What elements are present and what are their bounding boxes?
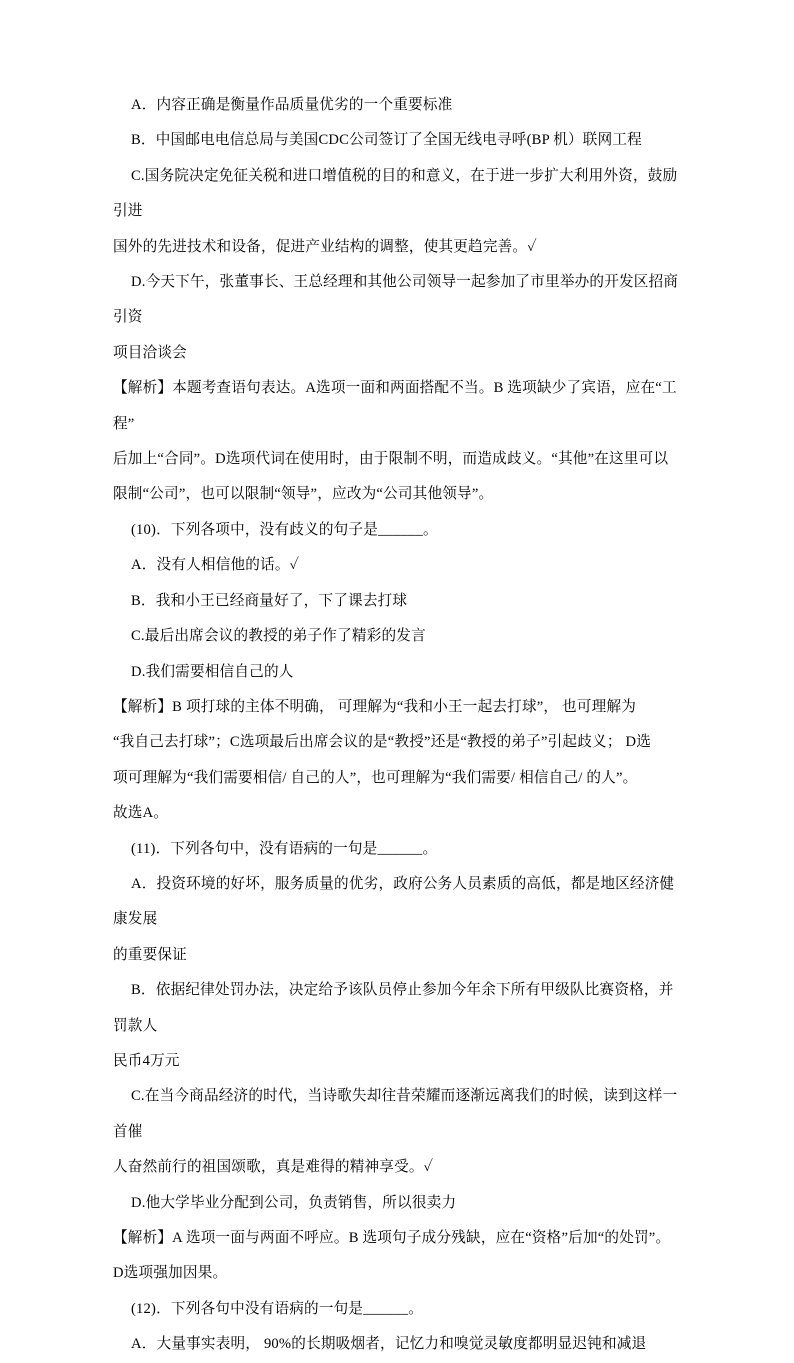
text-line-q12-stem: (12)．下列各句中没有语病的一句是______。 [131,1300,424,1317]
text-line-q10-optC: C.最后出席会议的教授的弟子作了精彩的发言 [131,628,426,645]
text-line-q10-analysis-3: 项可理解为“我们需要相信/ 自己的人”，也可理解为“我们需要/ 相信自己/ 的人”。 [113,769,638,786]
text-line-q10-optA: A．没有人相信他的话。✓ [131,557,300,574]
text-line-q11-stem: (11)．下列各句中，没有语病的一句是______。 [131,840,438,857]
text-line-q11-optC-2: 人奋然前行的祖国颂歌，真是难得的精神享受。✓ [113,1159,434,1176]
text-line-q11-optD: D.他大学毕业分配到公司，负责销售，所以很卖力 [131,1194,457,1211]
text-line-q12-optA: A．大量事实表明， 90%的长期吸烟者，记忆力和嗅觉灵敏度都明显迟钝和减退 [131,1336,647,1353]
text-line-q9-optB: B．中国邮电电信总局与美国CDC公司签订了全国无线电寻呼(BP 机）联网工程 [131,132,642,149]
text-line-q9-optC-2: 国外的先进技术和设备，促进产业结构的调整，使其更趋完善。✓ [113,238,537,255]
text-line-q10-stem: (10)．下列各项中，没有歧义的句子是______。 [131,521,438,538]
text-line-q10-analysis-1: 【解析】B 项打球的主体不明确， 可理解为“我和小王一起去打球”， 也可理解为 [113,698,637,715]
text-line-q10-analysis-2: “我自己去打球”；C选项最后出席会议的是“教授”还是“教授的弟子”引起歧义； D选 [113,734,651,751]
text-line-q11-optA-2: 的重要保证 [113,946,187,963]
text-line-q10-analysis-4: 故选A。 [113,805,169,822]
text-line-q9-optD: D.今天下午，张董事长、王总经理和其他公司领导一起参加了市里举办的开发区招商引资 [113,274,679,326]
text-line-q10-optD: D.我们需要相信自己的人 [131,663,294,680]
text-line-q11-optA: A．投资环境的好坏，服务质量的优劣，政府公务人员素质的高低，都是地区经济健康发展 [113,875,675,928]
text-line-q9-optC: C.国务院决定免征关税和进口增值税的目的和意义，在于进一步扩大利用外资，鼓励引进 [113,167,678,220]
text-line-q11-analysis-2: D选项强加因果。 [113,1265,228,1282]
text-line-q11-optB: B．依据纪律处罚办法，决定给予该队员停止参加今年余下所有甲级队比赛资格，并罚款人 [113,982,674,1034]
text-line-q9-optD-2: 项目洽谈会 [113,344,187,361]
text-line-q9-analysis-3: 限制“公司”，也可以限制“领导”，应改为“公司其他领导”。 [113,486,494,503]
text-line-q9-analysis-2: 后加上“合同”。D选项代词在使用时，由于限制不明，而造成歧义。“其他”在这里可以 [113,451,669,468]
text-line-q11-optB-2: 民币4万元 [113,1052,180,1069]
text-line-q9-optA: A．内容正确是衡量作品质量优劣的一个重要标准 [131,97,453,113]
document-body [113,88,686,1363]
text-line-q10-optB: B．我和小王已经商量好了，下了课去打球 [131,592,408,609]
text-line-q11-optC: C.在当今商品经济的时代，当诗歌失却往昔荣耀而逐渐远离我们的时候，读到这样一首催 [113,1088,678,1140]
text-line-q9-analysis-1: 【解析】本题考查语句表达。A选项一面和两面搭配不当。B 选项缺少了宾语，应在“工程” [113,380,677,432]
text-line-q11-analysis-1: 【解析】A 选项一面与两面不呼应。B 选项句子成分残缺，应在“资格”后加“的处罚”。 [113,1230,671,1246]
